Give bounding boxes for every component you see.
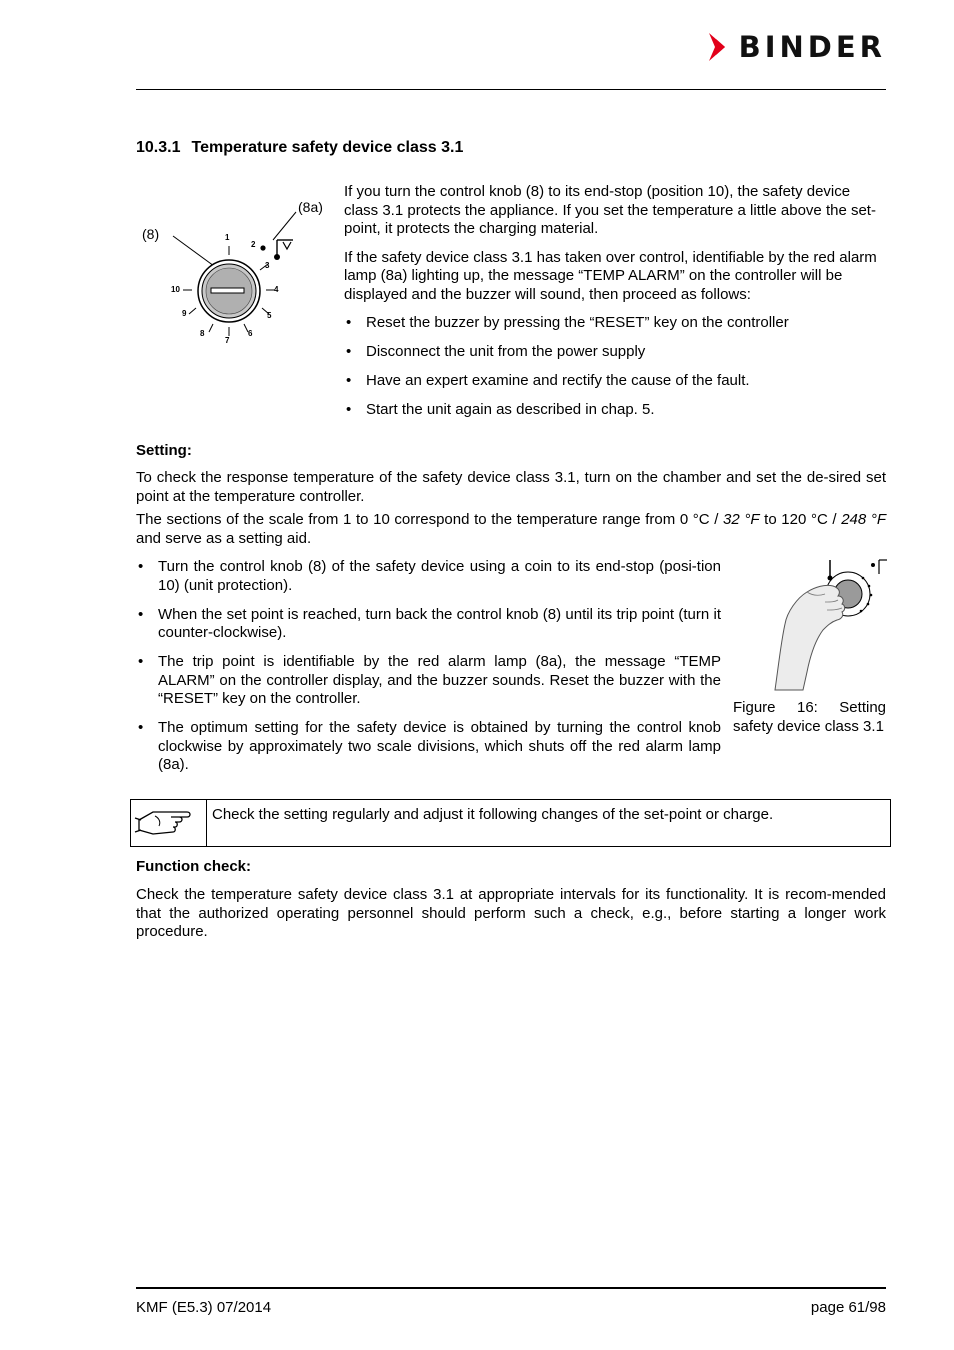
list-item: • Start the unit again as described in chap. 5. — [344, 401, 886, 420]
dial-scale-8: 8 — [200, 329, 205, 338]
list-item: • The trip point is identifiable by the red alarm lamp (8a), the message “TEMP ALARM” on the controller display, and the buzzer sounds. Reset the buzzer with the “RESET” key on the controller. — [136, 653, 721, 709]
temp-range-text-3: and serve as a setting aid. — [136, 529, 312, 547]
note-icon-cell — [131, 800, 207, 846]
header-rule — [136, 89, 886, 90]
list-item: • The optimum setting for the safety device is obtained by turning the control knob clockwise by approximately two scale divisions, which shuts off the red alarm lamp (8a). — [136, 719, 721, 775]
dial-scale-5: 5 — [267, 311, 272, 320]
section-title: Temperature safety device class 3.1 — [191, 139, 464, 156]
intro-text — [344, 183, 886, 420]
binder-logo-mark — [707, 31, 731, 63]
dial-scale-4: 4 — [274, 285, 279, 294]
dial-scale-6: 6 — [248, 329, 253, 338]
list-item: • Turn the control knob (8) of the safety device using a coin to its end-stop (posi-tion 10) (unit protection). — [136, 558, 721, 595]
intro-paragraph-1: If you turn the control knob (8) to its end-stop (position 10), the safety device class 3.1 protects the appliance. If you set the temperature a little above the set-point, it protects the charging material. — [344, 183, 876, 237]
dial-scale-1: 1 — [225, 233, 230, 242]
brand-name: BINDER — [738, 30, 886, 64]
list-item: • Reset the buzzer by pressing the “RESET” key on the controller — [344, 314, 886, 333]
intro-paragraph-2: If the safety device class 3.1 has taken over control, identifiable by the red alarm lamp (8a) lighting up, the message “TEMP ALARM” on the controller will be displayed and the buzzer will sound, then proceed as follows: — [344, 248, 877, 303]
pointing-hand-icon — [131, 800, 206, 846]
dial-scale-3: 3 — [265, 261, 270, 270]
setting-paragraph-2 — [136, 511, 886, 548]
dial-scale-10: 10 — [171, 285, 180, 294]
dial-scale-7: 7 — [225, 336, 230, 345]
setting-heading: Setting: — [136, 442, 192, 459]
intro-action-list — [344, 314, 886, 420]
footer-rule — [136, 1287, 886, 1289]
note-text: Check the setting regularly and adjust it following changes of the set-point or charge. — [212, 806, 774, 823]
dial-scale-9: 9 — [182, 309, 187, 318]
setting-paragraph-1: To check the response temperature of the safety device class 3.1, turn on the chamber and set the de-sired set point at the temperature controller. — [136, 469, 886, 505]
temp-range-text: The sections of the scale from 1 to 10 correspond to the temperature range from 0 °C / — [136, 511, 724, 528]
section-heading — [136, 139, 463, 157]
temp-range-text-2: to 120 °C / — [759, 511, 842, 528]
setting-text — [136, 469, 886, 548]
document-code: KMF (E5.3) 07/2014 — [136, 1299, 272, 1316]
note-box — [130, 799, 891, 847]
function-check-text: Check the temperature safety device class 3.1 at appropriate intervals for its functionality. It is recom-mended that the authorized operating personnel should perform such a check, e.g., before starting a longer work procedure. — [136, 886, 886, 940]
safety-dial-figure — [136, 190, 336, 360]
hand-turning-knob-drawing — [745, 552, 890, 692]
list-item: • Have an expert examine and rectify the cause of the fault. — [344, 372, 886, 391]
lamp-label: (8a) — [298, 199, 323, 215]
hand-setting-figure — [745, 552, 890, 692]
dial-scale-2: 2 — [251, 240, 256, 249]
page-number: page 61/98 — [810, 1299, 886, 1316]
binder-logo — [707, 30, 886, 64]
list-item: • Disconnect the unit from the power supply — [344, 343, 886, 362]
setting-steps-list — [136, 558, 721, 775]
knob-label: (8) — [142, 226, 160, 242]
function-check-heading: Function check: — [136, 858, 252, 875]
temp-max-fahrenheit: 248 °F — [841, 511, 887, 528]
list-item: • When the set point is reached, turn back the control knob (8) until its trip point (turn it counter-clockwise). — [136, 606, 721, 643]
temp-min-fahrenheit: 32 °F — [723, 511, 760, 528]
section-number: 10.3.1 — [136, 139, 181, 156]
figure-caption: Figure 16: Setting safety device class 3.1 — [733, 699, 886, 735]
dial-drawing — [136, 190, 336, 360]
